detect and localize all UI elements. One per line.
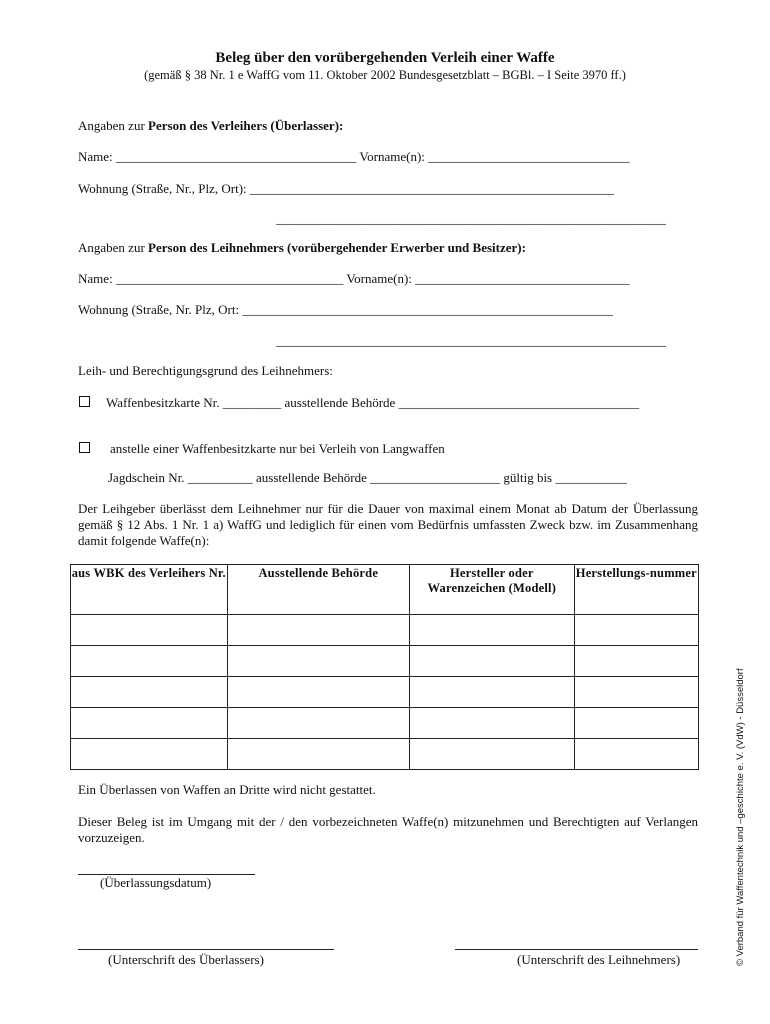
table-cell[interactable]: [71, 677, 228, 708]
table-cell[interactable]: [574, 708, 698, 739]
table-cell[interactable]: [574, 677, 698, 708]
borrower-signature-line[interactable]: [455, 949, 698, 950]
table-header-authority: Ausstellende Behörde: [227, 565, 409, 615]
hunting-license-detail-field[interactable]: Jagdschein Nr. __________ ausstellende Behörde ____________________ gültig bis ___________: [108, 470, 627, 485]
wbk-option-text[interactable]: Waffenbesitzkarte Nr. _________ ausstellende Behörde _____________________________________: [106, 395, 640, 410]
table-cell[interactable]: [409, 677, 574, 708]
date-label: (Überlassungsdatum): [100, 875, 212, 890]
table-cell[interactable]: [227, 646, 409, 677]
lender-section-heading: [78, 118, 343, 134]
lender-name-field[interactable]: Name: _____________________________________ Vorname(n): _______________________________: [78, 149, 630, 164]
table-cell[interactable]: [409, 646, 574, 677]
carry-note: Dieser Beleg ist im Umgang mit der / den vorbezeichneten Waffe(n) mitzunehmen und Berechtigten auf Verlangen vorzuzeigen.: [78, 814, 698, 845]
table-cell[interactable]: [409, 615, 574, 646]
table-cell[interactable]: [227, 708, 409, 739]
table-cell[interactable]: [227, 739, 409, 770]
borrower-section-heading: [78, 240, 526, 256]
table-cell[interactable]: [71, 615, 228, 646]
document-title: Beleg über den vorübergehenden Verleih einer Waffe: [215, 50, 555, 66]
lender-heading-intro: Angaben zur: [78, 118, 149, 133]
table-row: [71, 646, 699, 677]
no-transfer-note: Ein Überlassen von Waffen an Dritte wird nicht gestattet.: [78, 782, 376, 797]
borrower-signature-label: (Unterschrift des Leihnehmers): [517, 952, 681, 967]
borrower-address-field-2[interactable]: ____________________________________________________________: [276, 333, 666, 348]
table-header-row: [71, 565, 699, 615]
weapons-table: [70, 564, 699, 770]
borrower-heading-intro: Angaben zur: [78, 240, 149, 255]
borrower-address-field[interactable]: Wohnung (Straße, Nr. Plz, Ort: _________________________________________________________: [78, 302, 613, 317]
table-cell[interactable]: [574, 646, 698, 677]
loan-statement: Der Leihgeber überlässt dem Leihnehmer nur für die Dauer von maximal einem Monat ab Datum der Überlassung gemäß § 12 Abs. 1 Nr. 1 a) WaffG und lediglich für einen vom Bedürfnis umfassten Zweck bzw. im Zusammenhang damit folgende Waffe(n):: [78, 501, 698, 548]
borrower-heading-bold: Person des Leihnehmers (vorübergehender Erwerber und Besitzer):: [148, 240, 526, 255]
table-cell[interactable]: [409, 708, 574, 739]
table-cell[interactable]: [574, 739, 698, 770]
hunting-option-text: anstelle einer Waffenbesitzkarte nur bei Verleih von Langwaffen: [110, 441, 445, 456]
wbk-checkbox[interactable]: [79, 396, 90, 407]
hunting-license-checkbox[interactable]: [79, 442, 90, 453]
table-cell[interactable]: [227, 615, 409, 646]
borrower-name-field[interactable]: Name: ___________________________________ Vorname(n): _________________________________: [78, 271, 630, 286]
lender-address-field-2[interactable]: ____________________________________________________________: [276, 211, 666, 226]
table-cell[interactable]: [71, 646, 228, 677]
table-cell[interactable]: [71, 739, 228, 770]
table-cell[interactable]: [409, 739, 574, 770]
lender-signature-line[interactable]: [78, 949, 334, 950]
lender-address-field[interactable]: Wohnung (Straße, Nr., Plz, Ort): ________________________________________________________: [78, 181, 614, 196]
table-cell[interactable]: [227, 677, 409, 708]
table-row: [71, 739, 699, 770]
table-row: [71, 615, 699, 646]
lender-heading-bold: Person des Verleihers (Überlasser):: [148, 118, 344, 133]
table-row: [71, 677, 699, 708]
table-cell[interactable]: [71, 708, 228, 739]
table-row: [71, 708, 699, 739]
table-header-wbk: aus WBK des Verleihers Nr.: [71, 565, 228, 615]
table-header-serial: Herstellungs-nummer: [574, 565, 698, 615]
copyright-notice: © Verband für Waffentechnik und –geschichte e. V. (VdW) - Düsseldorf: [735, 668, 746, 966]
table-header-manufacturer: Hersteller oder Warenzeichen (Modell): [409, 565, 574, 615]
reason-label: Leih- und Berechtigungsgrund des Leihnehmers:: [78, 363, 333, 378]
lender-signature-label: (Unterschrift des Überlassers): [108, 952, 264, 967]
document-subtitle: (gemäß § 38 Nr. 1 e WaffG vom 11. Oktober 2002 Bundesgesetzblatt – BGBl. – I Seite 3970 ff.): [144, 68, 626, 82]
table-cell[interactable]: [574, 615, 698, 646]
